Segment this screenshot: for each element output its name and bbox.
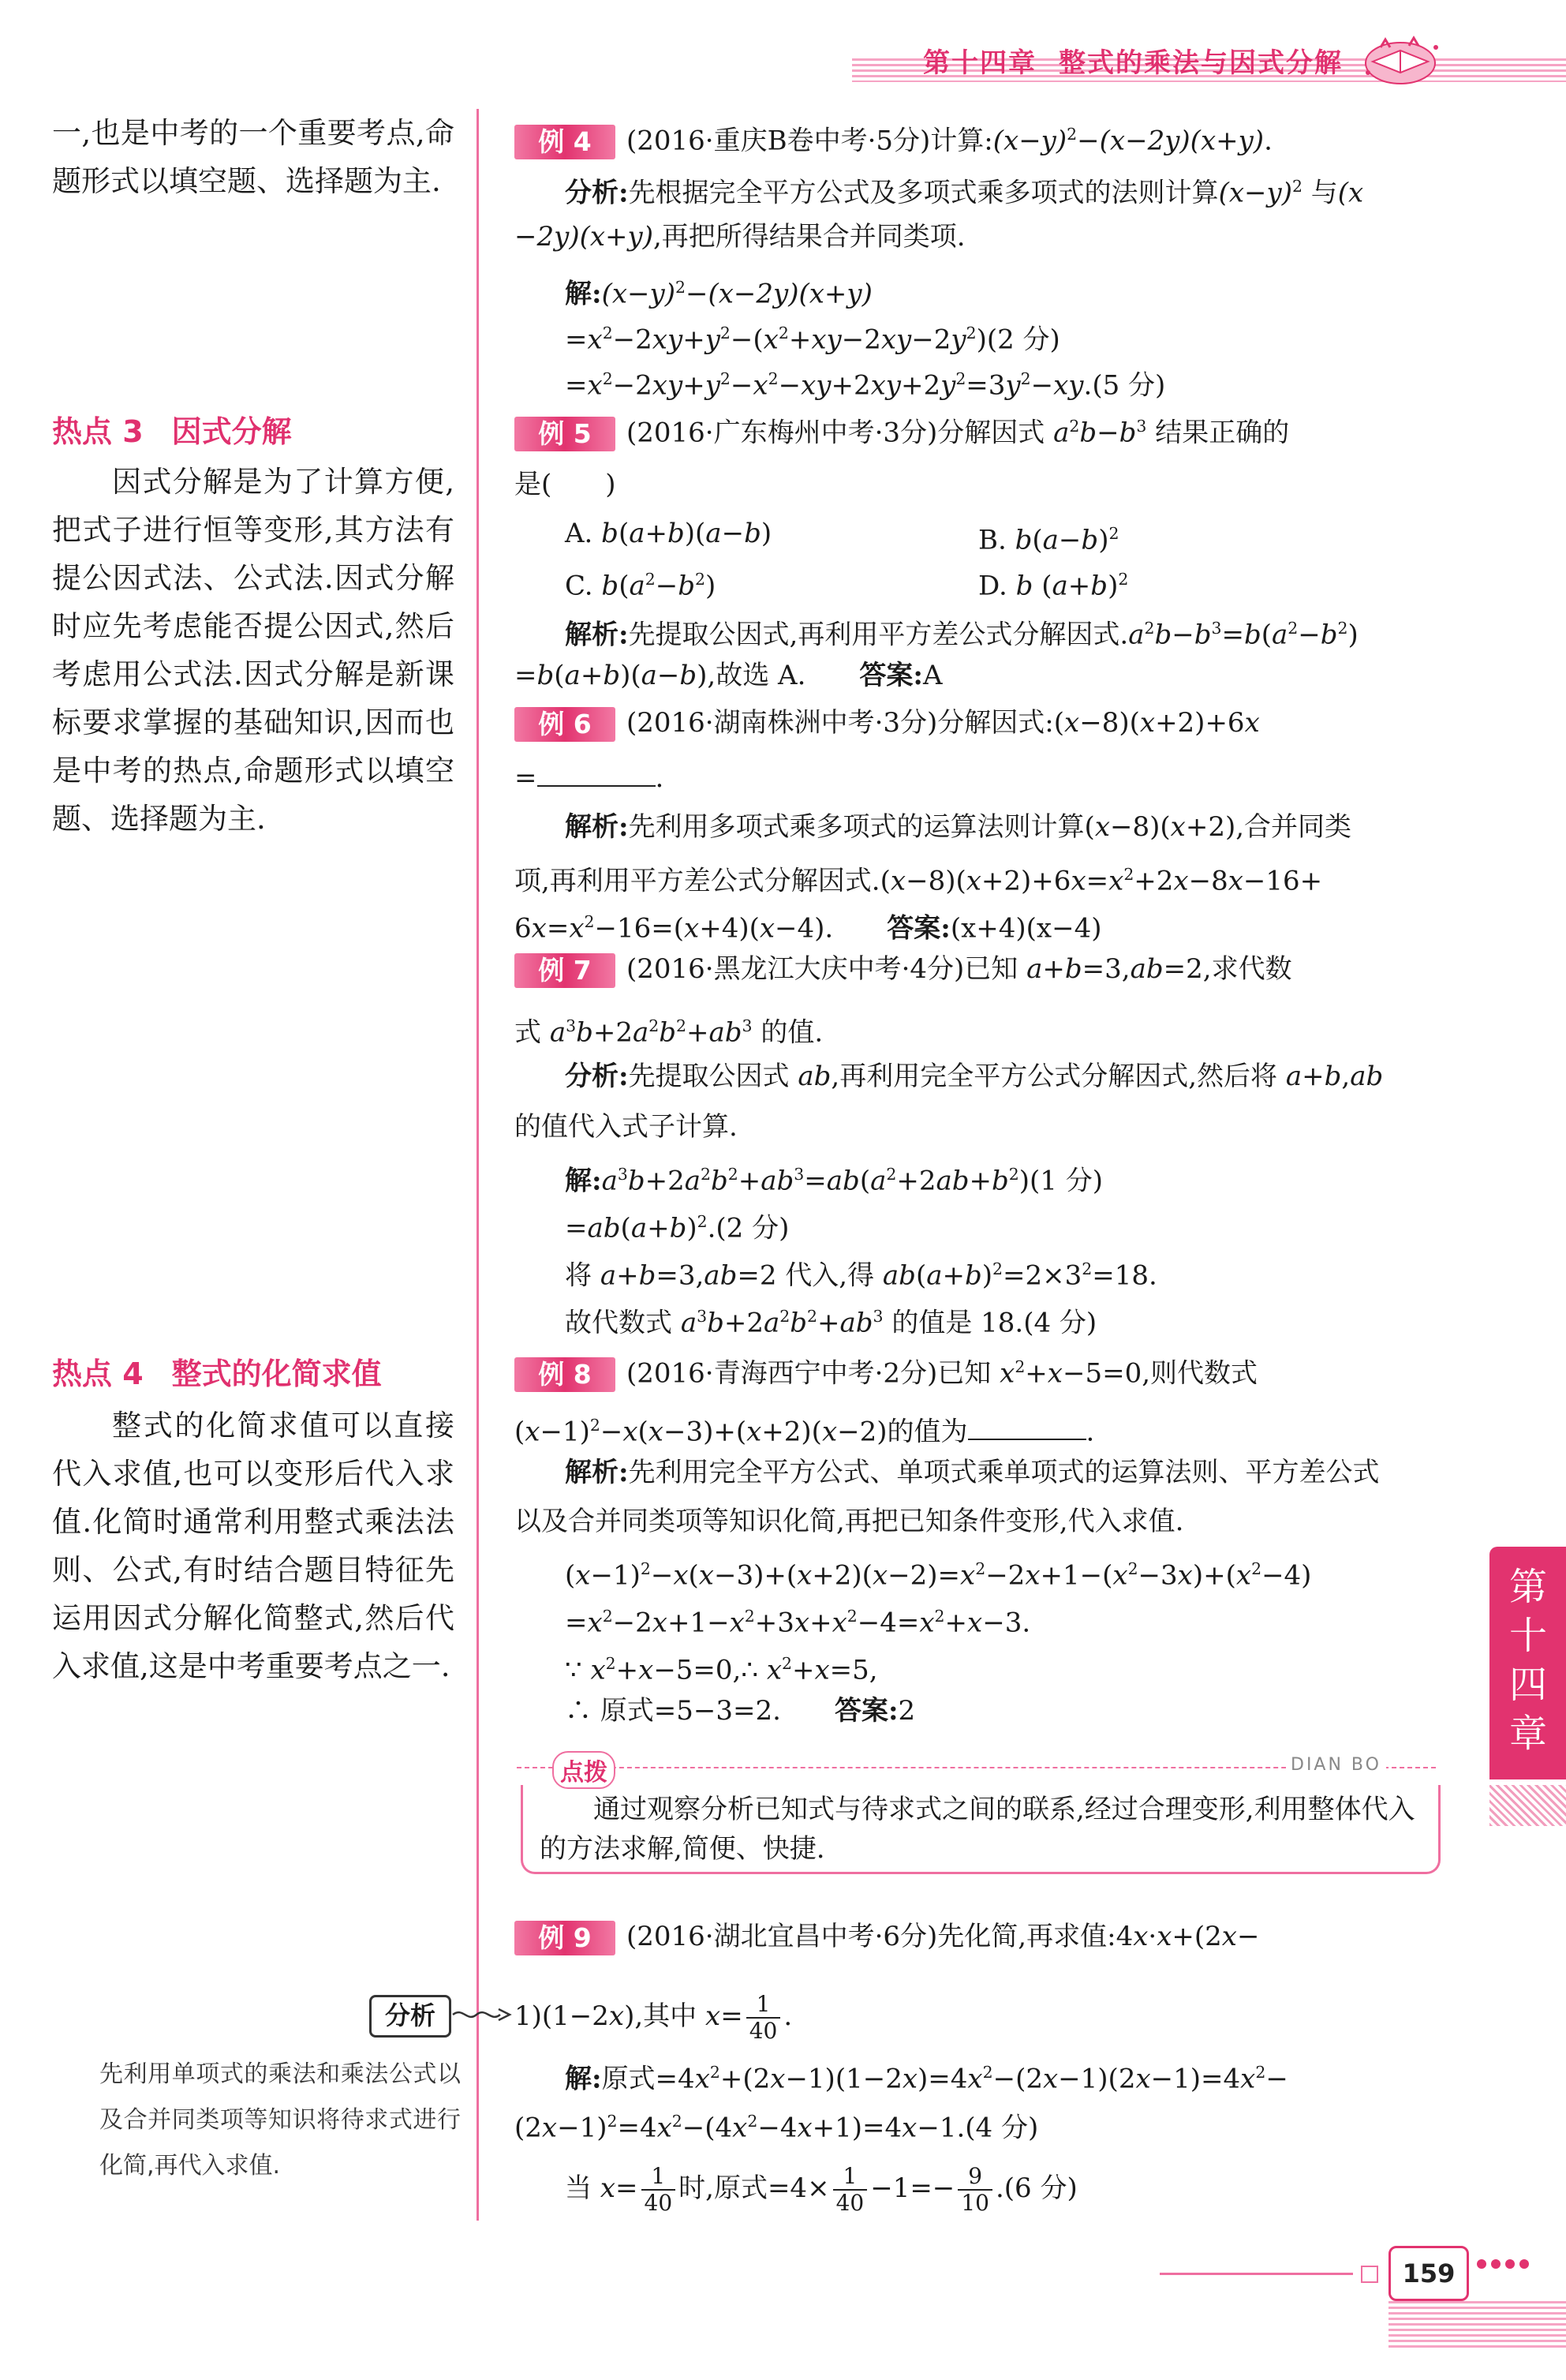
example-7-line-2: 式 $a^3b+2a^2b^2+ab^3$ 的值. xyxy=(514,1016,824,1049)
example-5-line-2: 是( ) xyxy=(514,469,616,500)
answer-blank xyxy=(537,762,656,787)
fenxi-text: 先利用单项式的乘法和乘法公式以及合并同类项等知识将待求式进行化简,再代入求值. xyxy=(99,2060,461,2180)
fenxi-tag: 分析 xyxy=(369,1995,451,2038)
example-5-line-1: 例 5 (2016·广东梅州中考·3分)分解因式 $a^2b-b^3$ 结果正确的 xyxy=(514,407,1469,451)
example-8-analysis-1: 解析:先利用完全平方公式、单项式乘单项式的运算法则、平方差公式 xyxy=(565,1457,1380,1488)
example-7-analysis-1: 分析:先提取公因式 ab,再利用完全平方公式分解因式,然后将 a+b,ab xyxy=(565,1061,1384,1092)
hot4-text: 整式的化简求值可以直接代入求值,也可以变形后代入求值.化简时通常利用整式乘法法则、公式,有时结合题目特征先运用因式分解化简整式,然后代入求值,这是中考重要考点之一. xyxy=(52,1409,454,1683)
example-7-solution-2: $=ab(a+b)^2.(2$ 分) xyxy=(565,1212,790,1244)
example-5-badge: 例 5 xyxy=(514,417,615,451)
example-9-solution-3: 当 x= $\frac{1}{40}$ 时,原式=4× $\frac{1}{40}$ −1=− $\frac{9}{10}$ .(6 分) xyxy=(565,2163,1078,2216)
example-9-solution-1: 解:原式$=4x^2+(2x-1)(1-2x)=4x^2-(2x-1)(2x-1)=4x^2-$ xyxy=(565,2063,1288,2095)
left-intro: 一,也是中考的一个重要考点,命题形式以填空题、选择题为主. xyxy=(52,116,454,198)
example-7-badge: 例 7 xyxy=(514,953,615,988)
hot4-title: 整式的化简求值 xyxy=(171,1357,382,1391)
example-7-solution-1: 解$:a^3b+2a^2b^2+ab^3=ab(a^2+2ab+b^2)(1$ 分) xyxy=(565,1165,1103,1197)
header-chapter: 第十四章 xyxy=(923,47,1037,79)
example-9-solution-2: $(2x-1)^2=4x^2-(4x^2-4x+1)=4x-1.(4$ 分) xyxy=(514,2112,1039,2144)
option-c: C. $b(a^2-b^2)$ xyxy=(565,570,716,602)
example-8-work-1: $(x-1)^2-x(x-3)+(x+2)(x-2)=x^2-2x+1-(x^2-3x)+(x^2-4)$ xyxy=(565,1559,1312,1592)
example-4-analysis-2: −2y)(x+y),再把所得结果合并同类项. xyxy=(514,221,966,253)
option-b: B. $b(a-b)^2$ xyxy=(978,524,1119,556)
example-8-work-4: ∴ 原式=5−3=2. 答案:2 xyxy=(565,1695,916,1727)
example-9-line-2: 1)(1−2x),其中 x= $\frac{1}{40}$ . xyxy=(514,1991,793,2044)
example-6-analysis-2: 项,再利用平方差公式分解因式$.(x-8)(x+2)+6x=x^2+2x-8x-16+$ xyxy=(514,865,1323,897)
example-7-analysis-2: 的值代入式子计算. xyxy=(514,1111,738,1143)
example-9-badge: 例 9 xyxy=(514,1921,615,1955)
example-7-solution-3: 将 a+b=3,ab=2 代入,得 $ab(a+b)^2=2\times 3^2=18$. xyxy=(565,1259,1157,1292)
example-4-solution-1: 解$:(x-y)^2-(x-2y)(x+y)$ xyxy=(565,278,873,310)
hot4-heading xyxy=(52,1349,382,1393)
arrow-icon xyxy=(451,2003,514,2026)
example-6-line-1: 例 6 (2016·湖南株洲中考·3分)分解因式:(x−8)(x+2)+6x xyxy=(514,704,1469,742)
footer-stripes xyxy=(1388,2301,1566,2348)
example-6-analysis-1: 解析:先利用多项式乘多项式的运算法则计算(x−8)(x+2),合并同类 xyxy=(565,811,1352,843)
tip-label-pinyin: DIAN BO xyxy=(1286,1755,1386,1775)
example-8-badge: 例 8 xyxy=(514,1357,615,1392)
footer-square-icon xyxy=(1361,2266,1378,2283)
page-number: 159 xyxy=(1388,2246,1469,2301)
example-8-analysis-2: 以及合并同类项等知识化简,再把已知条件变形,代入求值. xyxy=(514,1506,1184,1537)
example-7-line-1: 例 7 (2016·黑龙江大庆中考·4分)已知 a+b=3,ab=2,求代数 xyxy=(514,950,1469,988)
footer-dots xyxy=(1477,2257,1534,2272)
option-d: D. b $(a+b)^2$ xyxy=(978,570,1129,602)
book-mascot-icon xyxy=(1357,32,1444,88)
example-7-solution-4: 故代数式 $a^3b+2a^2b^2+ab^3$ 的值是 18.(4 分) xyxy=(565,1307,1097,1339)
hot3-heading xyxy=(52,407,292,451)
tip-text: 通过观察分析已知式与待求式之间的联系,经过合理变形,利用整体代入的方法求解,简便、快捷. xyxy=(540,1794,1415,1865)
column-divider xyxy=(477,109,479,2221)
running-header xyxy=(923,41,1365,80)
example-4-analysis-1: 分析:先根据完全平方公式及多项式乘多项式的法则计算$(x-y)^2$ 与(x xyxy=(565,177,1364,209)
example-6-analysis-3: $6x=x^2-16=(x+4)(x-4)$. 答案:(x+4)(x−4) xyxy=(514,912,1102,945)
example-4-badge: 例 4 xyxy=(514,125,615,159)
tip-label: 点拨 xyxy=(552,1751,615,1789)
example-9-line-1: 例 9 (2016·湖北宜昌中考·6分)先化简,再求值:4x·x+(2x− xyxy=(514,1918,1469,1955)
answer-blank xyxy=(968,1415,1086,1440)
example-4-line-1: 例 4 (2016·重庆B卷中考·5分)计算$:(x-y)^2-(x-2y)(x+y)$. xyxy=(514,115,1469,159)
example-8-line-1: 例 8 (2016·青海西宁中考·2分)已知 $x^2+x-5=0$,则代数式 xyxy=(514,1348,1469,1392)
footer-line xyxy=(1160,2273,1353,2275)
example-6-line-2: = . xyxy=(514,762,664,794)
example-5-analysis-2: =b(a+b)(a−b),故选 A. 答案:A xyxy=(514,660,943,691)
hot4-label: 热点 4 xyxy=(52,1357,144,1391)
example-8-work-2: $=x^2-2x+1-x^2+3x+x^2-4=x^2+x-3$. xyxy=(565,1607,1031,1639)
chapter-side-tab xyxy=(1489,1547,1566,1779)
example-8-line-2: $(x-1)^2-x(x-3)+(x+2)(x-2)$的值为 . xyxy=(514,1416,1095,1448)
side-tab-stripes xyxy=(1489,1785,1566,1826)
example-4-solution-3: $=x^2-2xy+y^2-x^2-xy+2xy+2y^2=3y^2-xy.(5$ 分) xyxy=(565,369,1166,402)
example-8-work-3: ∵ $x^2+x-5=0,\therefore$ $x^2+x=5$, xyxy=(565,1654,878,1686)
example-4-solution-2: $=x^2-2xy+y^2-(x^2+xy-2xy-2y^2)(2$ 分) xyxy=(565,324,1060,356)
hot3-title: 因式分解 xyxy=(171,414,292,449)
header-title: 整式的乘法与因式分解 xyxy=(1059,47,1343,79)
hot3-text: 因式分解是为了计算方便,把式子进行恒等变形,其方法有提公因式法、公式法.因式分解时应先考虑能否提公因式,然后考虑用公式法.因式分解是新课标要求掌握的基础知识,因而也是中考的热点,命题形式以填空题、选择题为主. xyxy=(52,465,454,836)
side-tab-text: 第十四章 xyxy=(1508,1565,1547,1756)
example-6-badge: 例 6 xyxy=(514,707,615,742)
hot3-label: 热点 3 xyxy=(52,414,144,449)
option-a: A. b(a+b)(a−b) xyxy=(565,518,772,549)
example-5-analysis-1: 解析:先提取公因式,再利用平方差公式分解因式$.a^2b-b^3=b(a^2-b^2)$ xyxy=(565,619,1359,651)
